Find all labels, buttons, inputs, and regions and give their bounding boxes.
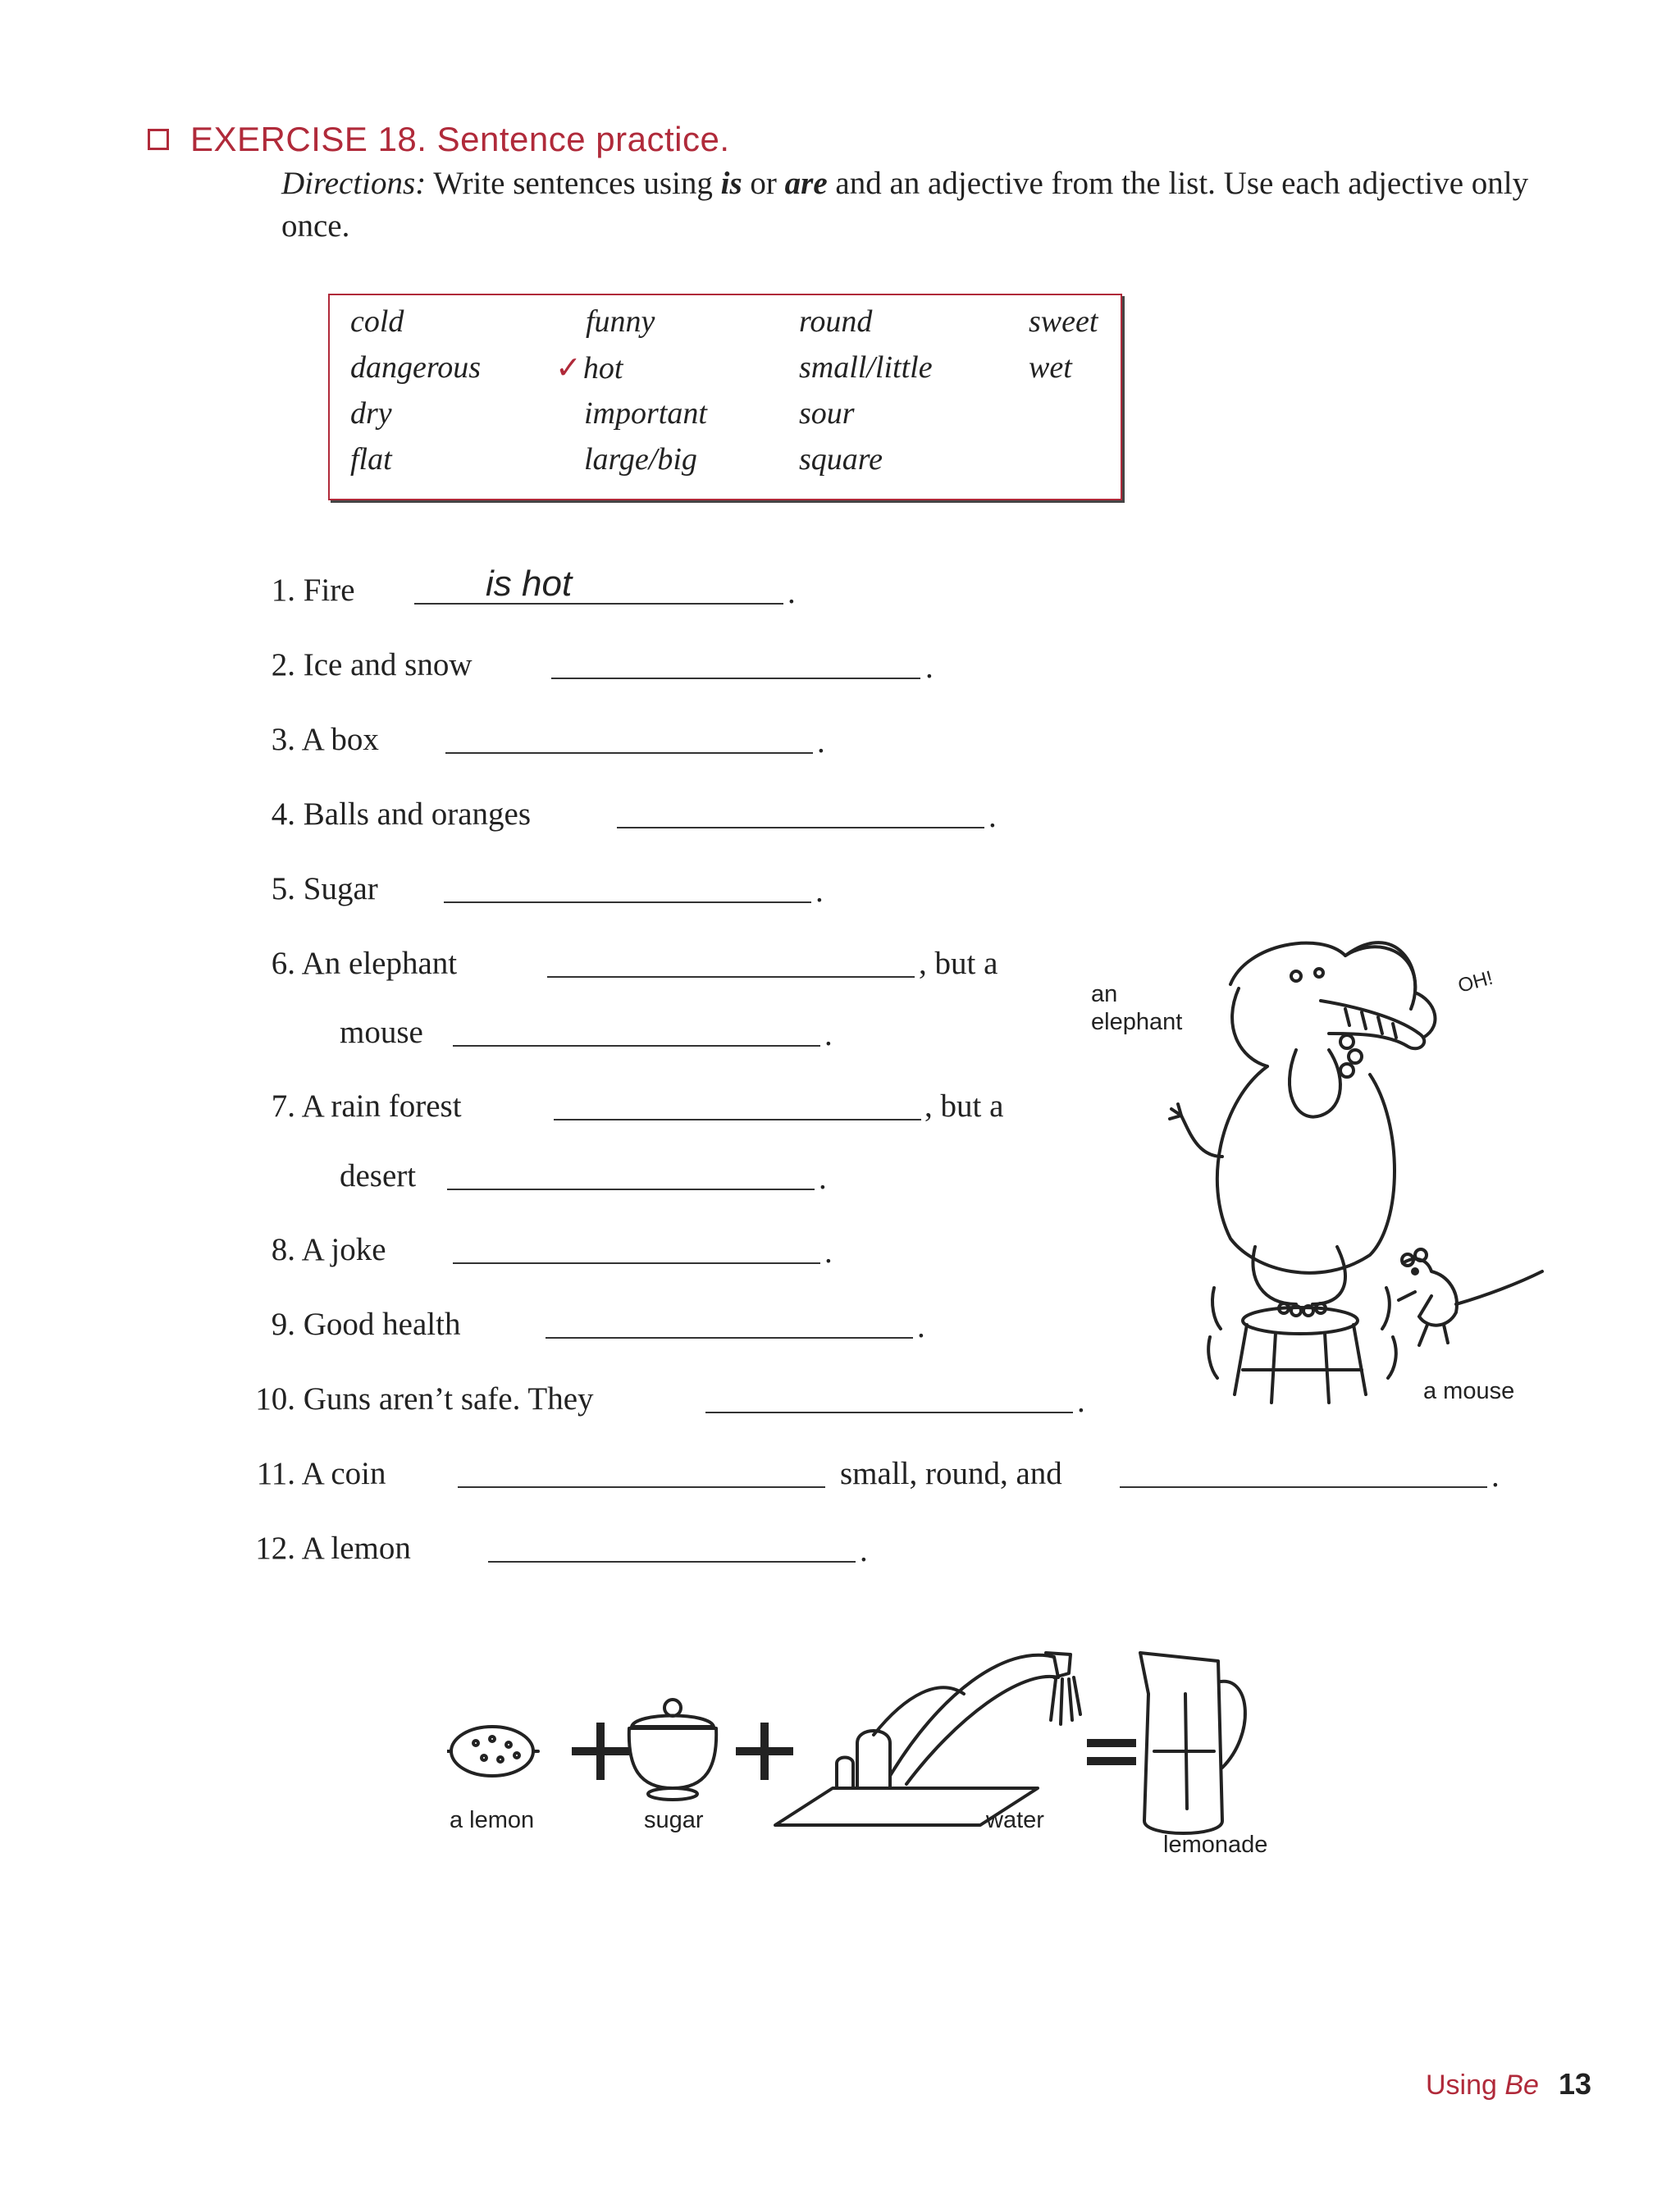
item-number: 1. [271, 573, 295, 608]
answer-blank[interactable] [458, 1486, 825, 1488]
word-dry: dry [350, 396, 392, 431]
item-9 [238, 1304, 460, 1345]
period: . [917, 1309, 925, 1344]
item-11-mid: small, round, and [840, 1456, 1062, 1491]
sugar-bowl-icon [629, 1700, 716, 1800]
item-1-answer: is hot [486, 564, 573, 604]
item-1 [238, 570, 355, 611]
item-6-line2: mouse [340, 1015, 423, 1050]
adjective-list-box [328, 294, 1122, 500]
answer-blank[interactable] [453, 1045, 820, 1047]
oh-exclamation: OH! [1455, 966, 1495, 997]
period: . [819, 1161, 827, 1196]
answer-blank[interactable] [488, 1561, 856, 1563]
period: . [824, 1234, 833, 1270]
word-or: or [750, 166, 777, 201]
answer-blank[interactable] [1120, 1486, 1487, 1488]
word-sour: sour [799, 396, 855, 431]
answer-blank[interactable] [447, 1189, 815, 1190]
item-number: 2. [271, 647, 295, 682]
word-round: round [799, 304, 873, 339]
period: . [1077, 1384, 1085, 1419]
item-11 [238, 1454, 386, 1495]
period: . [860, 1533, 868, 1568]
faucet-icon [775, 1653, 1080, 1825]
period: . [824, 1017, 833, 1052]
period: . [788, 575, 796, 610]
item-number: 5. [271, 871, 295, 906]
mouse-caption: a mouse [1423, 1378, 1515, 1404]
item-5 [238, 869, 378, 910]
item-text: A lemon [301, 1531, 411, 1566]
word-cold: cold [350, 304, 404, 339]
item-2 [238, 645, 472, 686]
directions-text-1: Write sentences using [433, 166, 713, 201]
item-number: 3. [271, 722, 295, 757]
answer-blank[interactable] [546, 1337, 913, 1339]
item-10 [238, 1379, 594, 1420]
directions-label: Directions: [281, 166, 427, 201]
word-funny: funny [586, 304, 655, 339]
plus-sign-2-vertical [760, 1723, 769, 1780]
lemon-icon [447, 1727, 538, 1776]
directions-text-2: and an adjective from the list. Use each adjective only once. [281, 166, 1529, 244]
item-text: A coin [301, 1456, 386, 1491]
period: . [817, 724, 825, 760]
answer-blank[interactable] [414, 603, 783, 605]
item-text: Sugar [303, 871, 378, 906]
word-wet: wet [1029, 350, 1072, 385]
item-number: 10. [255, 1381, 295, 1417]
equals-sign-bottom [1087, 1757, 1136, 1765]
word-large-big: large/big [584, 442, 697, 477]
answer-blank[interactable] [551, 678, 920, 679]
period: . [988, 799, 997, 834]
equals-sign-top [1087, 1739, 1136, 1747]
checkmark-icon: ✓ [555, 351, 582, 386]
item-4 [238, 794, 531, 835]
word-are: are [784, 166, 828, 201]
answer-blank[interactable] [444, 901, 811, 903]
item-number: 6. [271, 946, 295, 981]
item-text: Guns aren’t safe. They [303, 1381, 594, 1417]
answer-blank[interactable] [453, 1262, 820, 1264]
item-6-mid: , but a [919, 946, 998, 981]
item-7-line2: desert [340, 1158, 417, 1193]
period: . [815, 874, 824, 909]
lemonade-recipe-illustration [447, 1645, 1308, 1858]
item-12 [238, 1528, 411, 1569]
item-7 [238, 1086, 462, 1127]
word-square: square [799, 442, 883, 477]
item-text: A rain forest [301, 1088, 462, 1124]
page-footer [1426, 2067, 1591, 2102]
elephant-caption-line2: elephant [1091, 1009, 1183, 1035]
exercise-checkbox [148, 129, 169, 150]
item-number: 12. [255, 1531, 295, 1566]
item-text: A joke [301, 1232, 386, 1267]
item-text: Balls and oranges [303, 796, 532, 832]
lemon-caption: a lemon [450, 1807, 535, 1833]
page-number: 13 [1558, 2067, 1591, 2101]
footer-title [1426, 2070, 1539, 2101]
item-3 [238, 719, 379, 760]
answer-blank[interactable] [445, 752, 813, 754]
word-sweet: sweet [1029, 304, 1098, 339]
word-flat: flat [350, 442, 392, 477]
pitcher-icon [1140, 1653, 1245, 1833]
item-text: Fire [303, 573, 355, 608]
water-caption: water [986, 1807, 1044, 1833]
item-number: 8. [271, 1232, 295, 1267]
elephant-on-stool-illustration [1132, 910, 1591, 1411]
item-text: Good health [303, 1307, 461, 1342]
word-small-little: small/little [799, 350, 933, 385]
word-important: important [584, 396, 707, 431]
item-text: A box [301, 722, 379, 757]
exercise-title: EXERCISE 18. Sentence practice. [190, 120, 730, 158]
period: . [1491, 1458, 1500, 1494]
sugar-caption: sugar [644, 1807, 704, 1833]
item-7-mid: , but a [924, 1088, 1004, 1124]
period: . [925, 650, 934, 685]
item-text: Ice and snow [303, 647, 472, 682]
word-hot-checked [555, 349, 623, 386]
item-6 [238, 943, 457, 984]
item-number: 4. [271, 796, 295, 832]
item-number: 9. [271, 1307, 295, 1342]
word-is: is [720, 166, 742, 201]
footer-title-be: Be [1504, 2070, 1539, 2101]
footer-title-text: Using [1425, 2070, 1505, 2101]
item-number: 7. [271, 1088, 295, 1124]
answer-blank[interactable] [554, 1119, 921, 1120]
word-dangerous: dangerous [350, 350, 482, 385]
word-hot: hot [582, 351, 623, 386]
lemonade-caption: lemonade [1163, 1832, 1268, 1858]
item-text: An elephant [301, 946, 458, 981]
elephant-caption-line1: an [1091, 981, 1118, 1007]
answer-blank[interactable] [547, 976, 915, 978]
answer-blank[interactable] [705, 1412, 1073, 1413]
item-number: 11. [256, 1456, 295, 1491]
answer-blank[interactable] [617, 827, 984, 828]
item-8 [238, 1230, 386, 1271]
directions [281, 162, 1545, 248]
plus-sign-1-vertical [596, 1723, 605, 1780]
